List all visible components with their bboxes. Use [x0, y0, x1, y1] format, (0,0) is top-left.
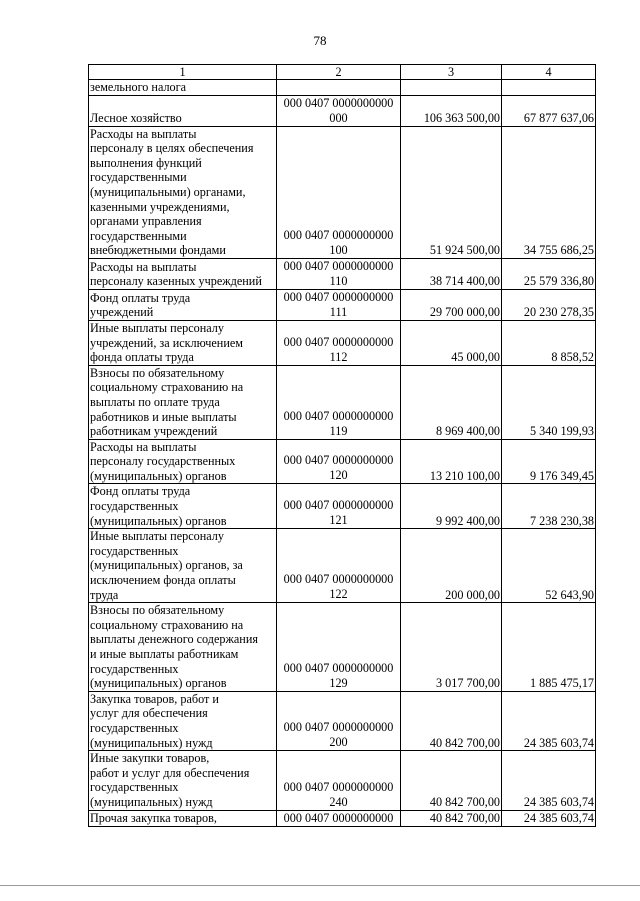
- row-approved-amount: 51 924 500,00: [401, 126, 502, 258]
- table-row: [89, 751, 596, 810]
- row-code-cell: [277, 365, 401, 439]
- row-executed-amount: [502, 80, 596, 96]
- row-code-line-1: 000 0407 0000000000: [283, 289, 394, 304]
- row-name-cell: Прочая закупка товаров,: [89, 810, 277, 826]
- row-code-line-2: 122: [329, 587, 348, 602]
- budget-table: [88, 64, 596, 827]
- table-row: [89, 320, 596, 365]
- row-code-cell: [277, 126, 401, 258]
- row-code-line-2: 240: [329, 794, 348, 809]
- table-row: [89, 95, 596, 126]
- row-code-line-2: 000: [329, 110, 348, 125]
- row-executed-amount: 25 579 336,80: [502, 258, 596, 289]
- bottom-rule: [0, 885, 640, 886]
- row-code-cell: [277, 80, 401, 96]
- table-row: [89, 603, 596, 692]
- row-code-cell: [277, 484, 401, 529]
- row-approved-amount: 9 992 400,00: [401, 484, 502, 529]
- row-code-line-1: 000 0407 0000000000: [283, 453, 394, 468]
- table-row: [89, 258, 596, 289]
- row-approved-amount: 106 363 500,00: [401, 95, 502, 126]
- row-executed-amount: 5 340 199,93: [502, 365, 596, 439]
- row-approved-amount: 40 842 700,00: [401, 691, 502, 750]
- table-row: [89, 810, 596, 826]
- row-approved-amount: 3 017 700,00: [401, 603, 502, 692]
- row-approved-amount: 40 842 700,00: [401, 751, 502, 810]
- row-code-cell: [277, 320, 401, 365]
- row-code-cell: [277, 258, 401, 289]
- row-code-line-2: 200: [329, 735, 348, 750]
- row-code-line-1: 000 0407 0000000000: [283, 572, 394, 587]
- row-code-cell: [277, 95, 401, 126]
- row-executed-amount: 24 385 603,74: [502, 751, 596, 810]
- row-approved-amount: 13 210 100,00: [401, 439, 502, 484]
- row-name-cell: земельного налога: [89, 80, 277, 96]
- row-executed-amount: 52 643,90: [502, 529, 596, 603]
- row-name-cell: Взносы по обязательному социальному страхованию на выплаты по оплате труда работников и иные выплаты работникам учреждений: [89, 365, 277, 439]
- row-executed-amount: 20 230 278,35: [502, 289, 596, 320]
- row-name-cell: Иные выплаты персоналу учреждений, за исключением фонда оплаты труда: [89, 320, 277, 365]
- row-code-line-2: 120: [329, 468, 348, 483]
- row-name-cell: Лесное хозяйство: [89, 95, 277, 126]
- table-row: [89, 439, 596, 484]
- row-executed-amount: 34 755 686,25: [502, 126, 596, 258]
- row-approved-amount: 8 969 400,00: [401, 365, 502, 439]
- row-code-line-1: 000 0407 0000000000: [283, 720, 394, 735]
- row-code-line-1: 000 0407 0000000000: [283, 227, 394, 242]
- row-code-line-2: 112: [329, 349, 348, 364]
- table-row: [89, 126, 596, 258]
- row-approved-amount: 40 842 700,00: [401, 810, 502, 826]
- column-header-4: 4: [502, 65, 596, 80]
- row-name-cell: Фонд оплаты труда учреждений: [89, 289, 277, 320]
- table-row: [89, 365, 596, 439]
- row-name-cell: Расходы на выплаты персоналу казенных учреждений: [89, 258, 277, 289]
- row-code-cell: [277, 439, 401, 484]
- row-code-line-2: 129: [329, 675, 348, 690]
- row-code-line-2: 119: [329, 423, 348, 438]
- row-code-line-1: 000 0407 0000000000: [283, 660, 394, 675]
- row-code-line-1: 000 0407 0000000000: [283, 779, 394, 794]
- row-name-cell: Расходы на выплаты персоналу в целях обеспечения выполнения функций государственными (муниципальными) органами, казенными учреждениями, органами управления государственными внебюджетными фондами: [89, 126, 277, 258]
- row-executed-amount: 24 385 603,74: [502, 691, 596, 750]
- row-name-cell: Иные выплаты персоналу государственных (муниципальных) органов, за исключением фонда оплаты труда: [89, 529, 277, 603]
- row-approved-amount: 45 000,00: [401, 320, 502, 365]
- row-code-line-2: 110: [329, 273, 348, 288]
- row-code-line-1: 000 0407 0000000000: [283, 408, 394, 423]
- row-code-line-1: 000 0407 0000000000: [283, 498, 394, 513]
- row-code-cell: [277, 751, 401, 810]
- row-approved-amount: 200 000,00: [401, 529, 502, 603]
- table-row: [89, 80, 596, 96]
- budget-table-body: [89, 65, 596, 827]
- row-executed-amount: 67 877 637,06: [502, 95, 596, 126]
- table-row: [89, 484, 596, 529]
- row-code-cell: [277, 289, 401, 320]
- column-header-3: 3: [401, 65, 502, 80]
- row-code-cell: [277, 529, 401, 603]
- row-executed-amount: 24 385 603,74: [502, 810, 596, 826]
- row-code-line-2: 100: [329, 242, 348, 257]
- row-name-cell: Взносы по обязательному социальному страхованию на выплаты денежного содержания и иные выплаты работникам государственных (муниципальных) органов: [89, 603, 277, 692]
- page-number: 78: [313, 33, 327, 48]
- row-code-cell: [277, 810, 401, 826]
- row-executed-amount: 7 238 230,38: [502, 484, 596, 529]
- row-code-line-1: 000 0407 0000000000: [283, 95, 394, 110]
- column-header-2: 2: [277, 65, 401, 80]
- table-row: [89, 289, 596, 320]
- row-approved-amount: [401, 80, 502, 96]
- row-code-line-2: 111: [329, 304, 348, 319]
- row-code-line-2: 121: [329, 513, 348, 528]
- row-name-cell: Иные закупки товаров, работ и услуг для обеспечения государственных (муниципальных) нужд: [89, 751, 277, 810]
- row-approved-amount: 29 700 000,00: [401, 289, 502, 320]
- row-executed-amount: 1 885 475,17: [502, 603, 596, 692]
- row-code-cell: [277, 691, 401, 750]
- table-row: [89, 691, 596, 750]
- row-code-line-1: 000 0407 0000000000: [283, 258, 394, 273]
- column-header-1: 1: [89, 65, 277, 80]
- row-name-cell: Закупка товаров, работ и услуг для обеспечения государственных (муниципальных) нужд: [89, 691, 277, 750]
- row-executed-amount: 9 176 349,45: [502, 439, 596, 484]
- row-name-cell: Фонд оплаты труда государственных (муниципальных) органов: [89, 484, 277, 529]
- table-row: [89, 529, 596, 603]
- row-code-line-1: 000 0407 0000000000: [283, 334, 394, 349]
- header-row: [89, 65, 596, 80]
- row-code-line-1: 000 0407 0000000000: [283, 810, 394, 825]
- row-executed-amount: 8 858,52: [502, 320, 596, 365]
- row-approved-amount: 38 714 400,00: [401, 258, 502, 289]
- row-code-cell: [277, 603, 401, 692]
- row-name-cell: Расходы на выплаты персоналу государственных (муниципальных) органов: [89, 439, 277, 484]
